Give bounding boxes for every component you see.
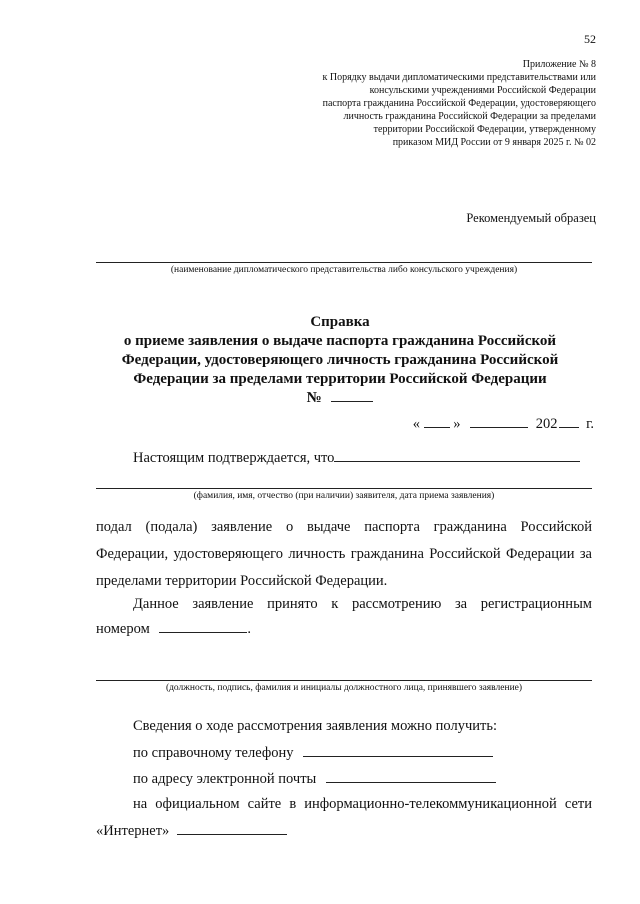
applicant-caption: (фамилия, имя, отчество (при наличии) заявителя, дата приема заявления): [193, 491, 495, 501]
applicant-line: [96, 488, 592, 489]
official-caption: (должность, подпись, фамилия и инициалы должностного лица, принявшего заявление): [165, 683, 523, 693]
reg-number-label: номером: [96, 621, 150, 637]
title-number-row: [100, 389, 580, 408]
page-number: 52: [584, 32, 596, 46]
title-line: Федерации, удостоверяющего личность гражданина Российской: [121, 352, 559, 368]
title-line: Федерации за пределами территории Российской Федерации: [133, 371, 547, 387]
institution-caption: (наименование дипломатического представительства либо консульского учреждения): [170, 265, 518, 275]
year-prefix: 202: [535, 416, 558, 432]
date-open-quote: «: [412, 416, 420, 432]
info-site-line-2: [96, 822, 287, 840]
reg-number-period: .: [247, 621, 251, 637]
info-phone-line: [133, 744, 493, 762]
document-title: [100, 313, 580, 408]
confirm-text: Настоящим подтверждается, что: [133, 450, 335, 466]
appendix-line: приказом МИД России от 9 января 2025 г. № 02: [392, 137, 596, 148]
info-phone-label: по справочному телефону: [133, 745, 294, 761]
appendix-line: Приложение № 8: [522, 59, 596, 70]
number-blank: [331, 389, 373, 402]
info-email-label: по адресу электронной почты: [133, 771, 317, 787]
title-word: Справка: [310, 314, 370, 330]
sample-label: Рекомендуемый образец: [466, 211, 596, 225]
accepted-line-1: Данное заявление принято к рассмотрению за регистрационным: [133, 596, 592, 612]
reg-number-blank: [159, 620, 247, 633]
institution-line: [96, 262, 592, 263]
applicant-blank: [334, 449, 580, 462]
month-blank: [470, 415, 528, 428]
info-site-line-1: на официальном сайте в информационно-телекоммуникационной сети: [133, 796, 592, 812]
info-intro: Сведения о ходе рассмотрения заявления можно получить:: [133, 718, 497, 734]
title-line: о приеме заявления о выдаче паспорта гражданина Российской: [123, 333, 557, 349]
submitted-paragraph: подал (подала) заявление о выдаче паспорта гражданина Российской Федерации, удостоверяющего личность гражданина Российской Федерации за пределами территории Российской Федерации.: [96, 519, 592, 589]
confirm-line: [133, 449, 580, 467]
date-line: [413, 415, 594, 433]
internet-label: «Интернет»: [96, 823, 170, 839]
appendix-header: [323, 58, 597, 149]
phone-blank: [303, 744, 493, 757]
appendix-line: личность гражданина Российской Федерации за пределами: [343, 111, 596, 122]
year-blank: [559, 415, 579, 428]
appendix-line: к Порядку выдачи дипломатическими представительствами или: [322, 72, 596, 83]
appendix-line: территории Российской Федерации, утвержденному: [373, 124, 596, 135]
appendix-line: паспорта гражданина Российской Федерации, удостоверяющего: [322, 98, 596, 109]
year-suffix: г.: [586, 416, 594, 432]
day-blank: [424, 415, 450, 428]
number-sign: №: [306, 390, 322, 406]
info-email-line: [133, 770, 496, 788]
appendix-line: консульскими учреждениями Российской Федерации: [369, 85, 596, 96]
site-blank: [177, 822, 287, 835]
accepted-line-2: [96, 620, 251, 638]
email-blank: [326, 770, 496, 783]
official-line: [96, 680, 592, 681]
date-close-quote: »: [453, 416, 461, 432]
